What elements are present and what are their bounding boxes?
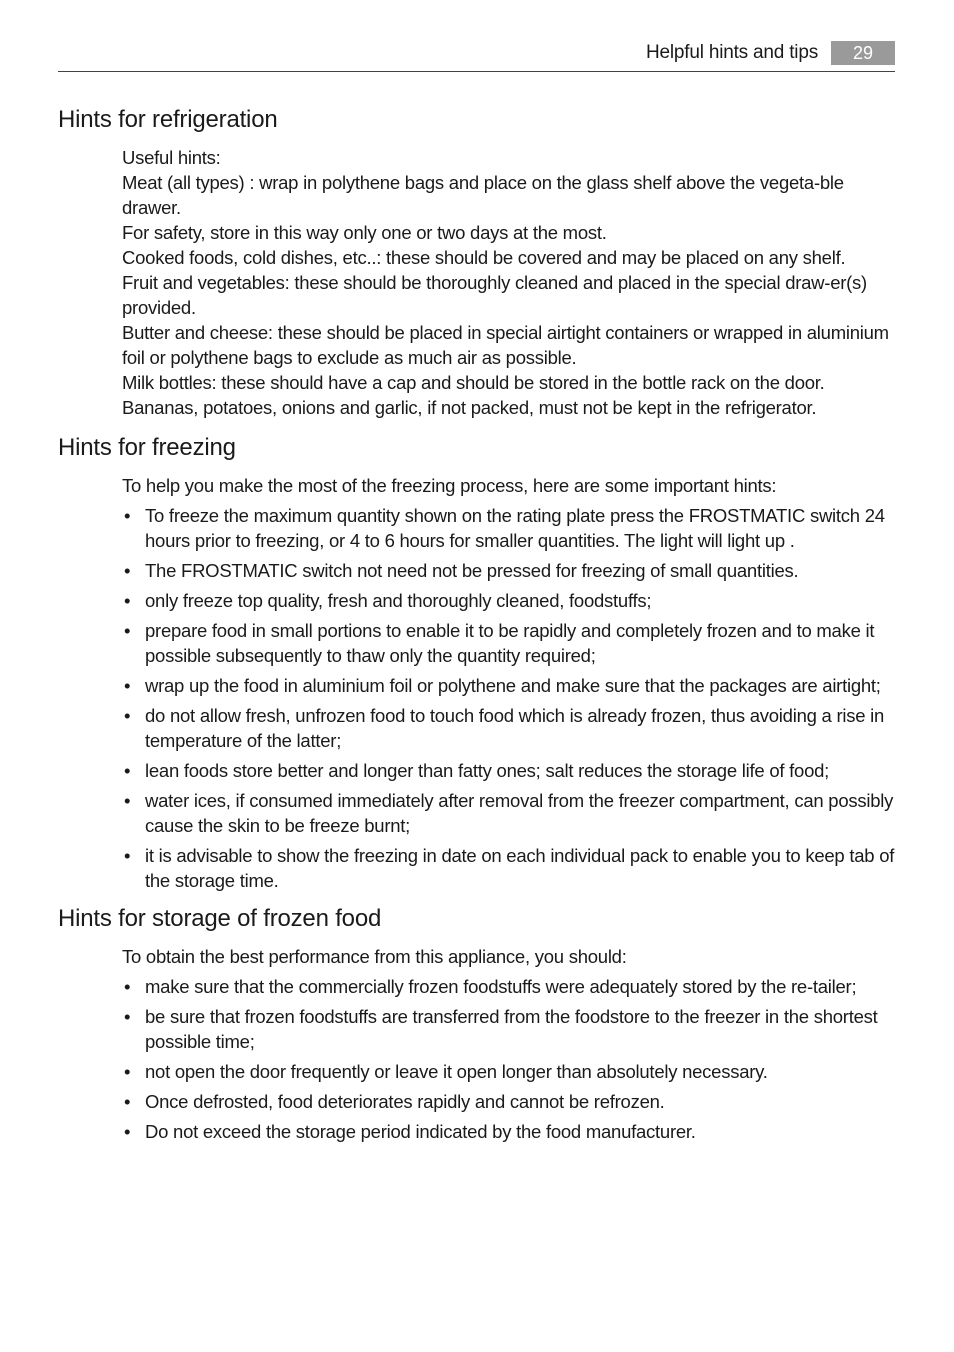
list-item (122, 1004, 898, 1054)
section-body (122, 944, 898, 1144)
header-title: Helpful hints and tips (646, 42, 818, 63)
list-item (122, 558, 898, 583)
section-heading: Hints for refrigeration (58, 106, 278, 133)
section-storage (58, 899, 898, 1144)
paragraph: Bananas, potatoes, onions and garlic, if not packed, must not be kept in the refrigerator. (122, 397, 817, 418)
paragraph: Fruit and vegetables: these should be thoroughly cleaned and placed in the special draw-er(s) provided. (122, 272, 867, 318)
intro-text: To obtain the best performance from this appliance, you should: (122, 946, 627, 967)
list-item-text: wrap up the food in aluminium foil or polythene and make sure that the packages are airtight; (145, 675, 881, 696)
list-item (122, 1119, 898, 1144)
paragraph: Butter and cheese: these should be placed in special airtight containers or wrapped in aluminium foil or polythene bags to exclude as much air as possible. (122, 322, 889, 368)
intro-text: To help you make the most of the freezing process, here are some important hints: (122, 475, 777, 496)
list-item (122, 1059, 898, 1084)
list-item-text: To freeze the maximum quantity shown on the rating plate press the FROSTMATIC switch 24 hours prior to freezing, or 4 to 6 hours for smaller quantities. The light will light up . (145, 505, 885, 551)
paragraph: For safety, store in this way only one or two days at the most. (122, 222, 607, 243)
list-item-text: be sure that frozen foodstuffs are transferred from the foodstore to the freezer in the shortest possible time; (145, 1006, 878, 1052)
page-header (58, 38, 895, 72)
bullet-icon: • (124, 560, 131, 581)
bullet-icon: • (124, 760, 131, 781)
section-body (122, 473, 898, 893)
bullet-icon: • (124, 620, 131, 641)
list-item (122, 703, 898, 753)
list-item-text: The FROSTMATIC switch not need not be pressed for freezing of small quantities. (145, 560, 799, 581)
paragraph: Milk bottles: these should have a cap and should be stored in the bottle rack on the door. (122, 372, 825, 393)
list-item (122, 1089, 898, 1114)
list-item (122, 618, 898, 668)
section-body (122, 145, 898, 420)
page-number: 29 (831, 41, 895, 65)
list-item (122, 503, 898, 553)
list-item-text: lean foods store better and longer than fatty ones; salt reduces the storage life of food; (145, 760, 830, 781)
bullet-list (122, 974, 898, 1144)
bullet-icon: • (124, 1121, 131, 1142)
list-item (122, 788, 898, 838)
bullet-icon: • (124, 1006, 131, 1027)
list-item (122, 758, 898, 783)
bullet-list (122, 503, 898, 893)
section-freezing (58, 428, 898, 893)
list-item (122, 673, 898, 698)
list-item (122, 843, 898, 893)
section-heading: Hints for freezing (58, 434, 236, 461)
paragraph: Useful hints: (122, 147, 221, 168)
bullet-icon: • (124, 705, 131, 726)
section-heading: Hints for storage of frozen food (58, 905, 382, 932)
list-item-text: not open the door frequently or leave it open longer than absolutely necessary. (145, 1061, 768, 1082)
section-refrigeration (58, 100, 898, 420)
bullet-icon: • (124, 505, 131, 526)
bullet-icon: • (124, 845, 131, 866)
list-item (122, 974, 898, 999)
list-item-text: it is advisable to show the freezing in date on each individual pack to enable you to keep tab of the storage time. (145, 845, 895, 891)
list-item-text: prepare food in small portions to enable it to be rapidly and completely frozen and to make it possible subsequently to thaw only the quantity required; (145, 620, 875, 666)
list-item-text: make sure that the commercially frozen foodstuffs were adequately stored by the re-tailer; (145, 976, 857, 997)
list-item (122, 588, 898, 613)
bullet-icon: • (124, 675, 131, 696)
bullet-icon: • (124, 590, 131, 611)
paragraph: Cooked foods, cold dishes, etc..: these should be covered and may be placed on any shelf. (122, 247, 846, 268)
page-content (58, 100, 898, 1149)
paragraph: Meat (all types) : wrap in polythene bags and place on the glass shelf above the vegeta-ble drawer. (122, 172, 844, 218)
list-item-text: water ices, if consumed immediately after removal from the freezer compartment, can possibly cause the skin to be freeze burnt; (145, 790, 894, 836)
list-item-text: only freeze top quality, fresh and thoroughly cleaned, foodstuffs; (145, 590, 652, 611)
list-item-text: do not allow fresh, unfrozen food to touch food which is already frozen, thus avoiding a rise in temperature of the latter; (145, 705, 885, 751)
bullet-icon: • (124, 1061, 131, 1082)
bullet-icon: • (124, 1091, 131, 1112)
list-item-text: Do not exceed the storage period indicated by the food manufacturer. (145, 1121, 696, 1142)
list-item-text: Once defrosted, food deteriorates rapidly and cannot be refrozen. (145, 1091, 665, 1112)
bullet-icon: • (124, 976, 131, 997)
bullet-icon: • (124, 790, 131, 811)
